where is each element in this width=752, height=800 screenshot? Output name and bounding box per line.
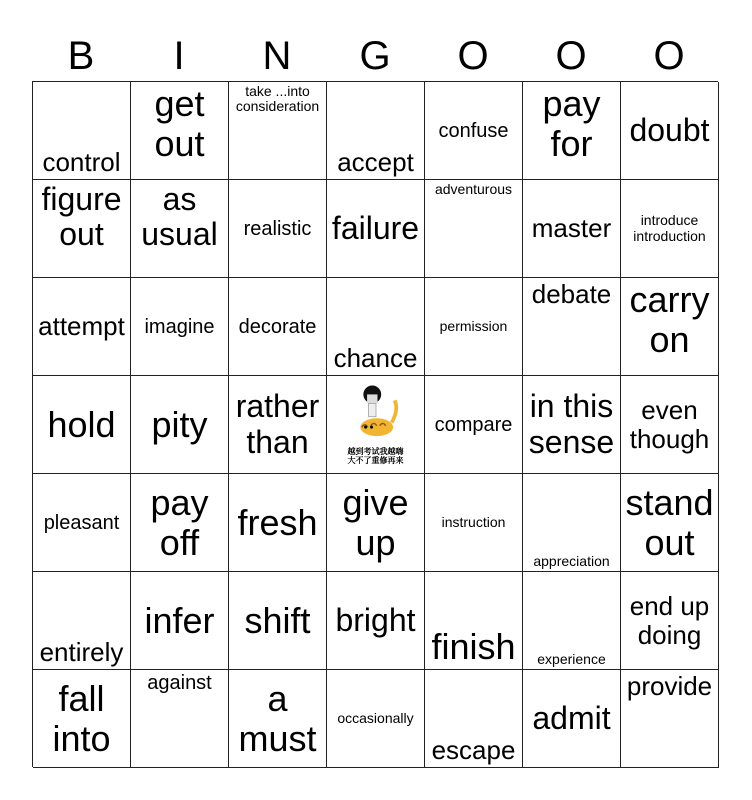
bingo-cell[interactable] [425, 82, 523, 180]
cell-word: chance [333, 343, 418, 374]
meme-caption: 越到考试我越嗨 大不了重修再来 [347, 447, 404, 465]
cell-word: accept [337, 147, 414, 178]
header-letter: O [555, 34, 587, 78]
cell-word: finish [431, 626, 516, 668]
cell-word: provide [626, 671, 713, 701]
bingo-cell[interactable] [33, 180, 131, 278]
bingo-cell[interactable] [621, 572, 719, 670]
bingo-cell[interactable] [33, 376, 131, 474]
bingo-cell[interactable] [131, 82, 229, 180]
bingo-cell[interactable] [425, 670, 523, 768]
cell-word: pleasant [43, 511, 120, 534]
cell-word: confuse [438, 119, 509, 142]
cell-word: end up doing [629, 590, 710, 650]
meme-sticker-image [341, 384, 411, 448]
bingo-cell[interactable] [33, 474, 131, 572]
header-letter: B [67, 34, 95, 78]
cell-word: stand out [625, 481, 714, 563]
bingo-header [32, 30, 718, 82]
bingo-cell[interactable] [131, 180, 229, 278]
bingo-cell[interactable] [131, 474, 229, 572]
cell-word: give up [342, 481, 409, 563]
bingo-cell[interactable] [621, 376, 719, 474]
bingo-cell[interactable] [229, 572, 327, 670]
cell-word: realistic [243, 217, 312, 240]
bingo-cell[interactable] [131, 670, 229, 768]
bingo-cell[interactable] [327, 180, 425, 278]
cell-word: a must [238, 677, 317, 759]
header-letter: I [173, 34, 185, 78]
bingo-cell[interactable] [229, 82, 327, 180]
bingo-cell[interactable] [425, 278, 523, 376]
cell-word: occasionally [337, 709, 414, 726]
cell-word: as usual [141, 181, 218, 253]
bingo-cell[interactable] [425, 376, 523, 474]
bingo-cell[interactable] [523, 376, 621, 474]
bingo-cell[interactable] [523, 180, 621, 278]
bingo-cell[interactable] [327, 474, 425, 572]
bingo-cell[interactable] [33, 278, 131, 376]
cell-word: bright [335, 601, 416, 638]
cell-word: adventurous [434, 181, 513, 197]
cell-word: even though [629, 394, 710, 454]
cell-word: in this sense [528, 388, 615, 460]
bingo-cell[interactable] [523, 670, 621, 768]
cell-word: pay off [150, 481, 209, 563]
cell-word: debate [531, 279, 612, 309]
bingo-cell[interactable] [33, 572, 131, 670]
cell-word: control [42, 147, 121, 178]
cell-word: introduce introduction [633, 212, 706, 244]
cell-word: master [531, 213, 612, 244]
bingo-cell[interactable] [621, 474, 719, 572]
cell-word: carry on [629, 279, 710, 360]
bingo-cell[interactable] [131, 278, 229, 376]
cell-word: fall into [52, 677, 111, 759]
free-space-cell[interactable] [327, 376, 425, 474]
bingo-card-grid [32, 81, 718, 767]
bingo-cell[interactable] [327, 278, 425, 376]
bingo-cell[interactable] [229, 670, 327, 768]
cell-word: permission [439, 317, 508, 334]
bingo-cell[interactable] [229, 376, 327, 474]
cell-word: experience [537, 650, 606, 667]
cell-word: figure out [41, 181, 122, 253]
cell-word: rather than [235, 388, 320, 460]
bingo-cell[interactable] [229, 278, 327, 376]
cell-word: infer [144, 599, 215, 641]
header-letter: G [359, 34, 391, 78]
bingo-cell[interactable] [425, 474, 523, 572]
bingo-cell[interactable] [523, 474, 621, 572]
cell-word: instruction [441, 513, 506, 530]
cell-word: take ...into consideration [235, 83, 320, 115]
bingo-cell[interactable] [523, 278, 621, 376]
bingo-cell[interactable] [621, 278, 719, 376]
cell-word: compare [434, 413, 513, 436]
bingo-cell[interactable] [131, 376, 229, 474]
cell-word: imagine [144, 315, 215, 338]
bingo-cell[interactable] [327, 82, 425, 180]
cell-word: failure [331, 209, 420, 246]
cell-word: decorate [238, 315, 317, 338]
bingo-cell[interactable] [425, 180, 523, 278]
bingo-cell[interactable] [327, 572, 425, 670]
bingo-cell[interactable] [523, 82, 621, 180]
bingo-cell[interactable] [523, 572, 621, 670]
cell-word: escape [431, 735, 516, 766]
bingo-cell[interactable] [425, 572, 523, 670]
cell-word: pay for [542, 83, 601, 164]
bingo-cell[interactable] [327, 670, 425, 768]
cell-word: hold [47, 403, 116, 445]
cell-word: against [147, 672, 212, 694]
bingo-cell[interactable] [621, 670, 719, 768]
cell-word: admit [532, 699, 611, 736]
bingo-cell[interactable] [33, 82, 131, 180]
cell-word: fresh [237, 501, 318, 543]
cell-word: get out [154, 83, 205, 164]
cell-word: entirely [39, 637, 124, 668]
bingo-cell[interactable] [621, 82, 719, 180]
cell-word: doubt [629, 111, 710, 148]
bingo-cell[interactable] [33, 670, 131, 768]
bingo-cell[interactable] [229, 180, 327, 278]
header-letter: N [262, 34, 292, 78]
bingo-cell[interactable] [229, 474, 327, 572]
cell-word: appreciation [533, 552, 610, 569]
cell-word: attempt [38, 311, 125, 342]
cell-word: shift [244, 599, 311, 641]
header-letter: O [653, 34, 685, 78]
bingo-cell[interactable] [621, 180, 719, 278]
cell-word: pity [151, 403, 208, 445]
bingo-cell[interactable] [131, 572, 229, 670]
header-letter: O [457, 34, 489, 78]
